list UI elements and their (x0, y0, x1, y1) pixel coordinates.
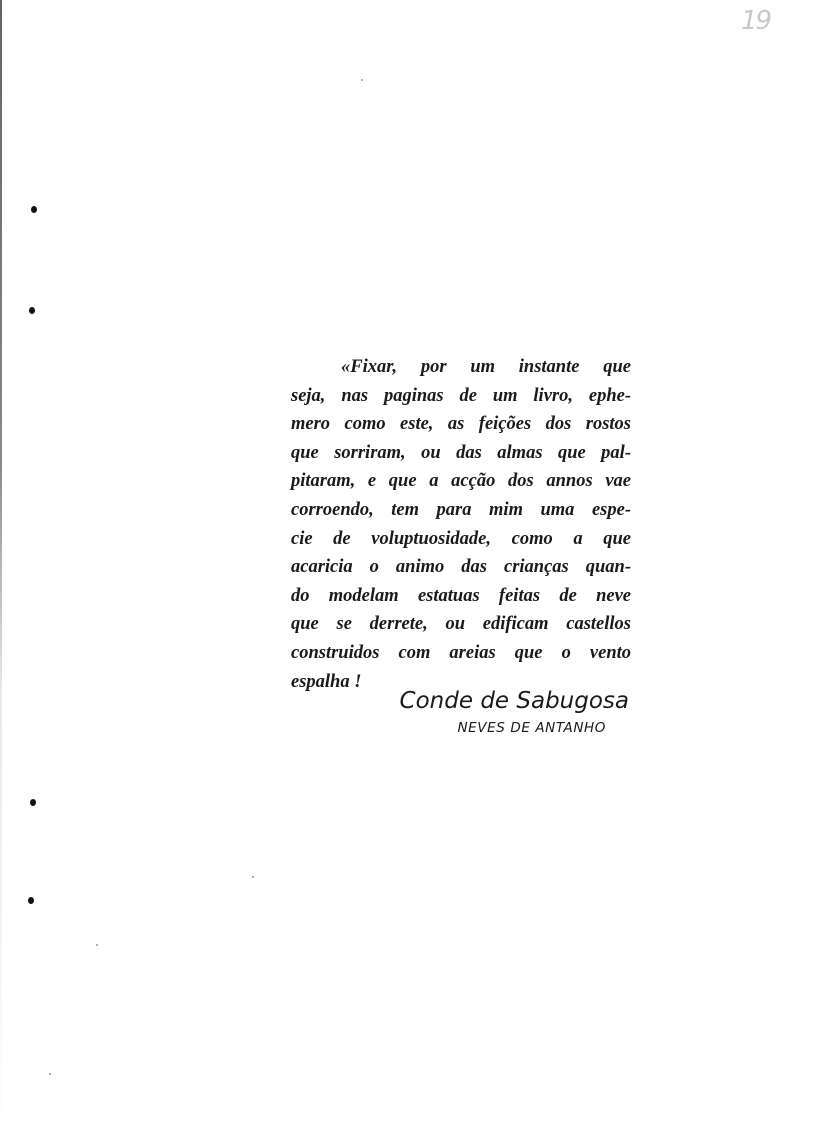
page-number: 19 (741, 6, 771, 36)
paper-speck (252, 876, 254, 878)
quote-line: que se derrete, ou edificam castellos (291, 614, 631, 635)
quote-line: seja, nas paginas de um livro, ephe- (291, 385, 631, 406)
quote-line: construidos com areias que o vento (291, 642, 631, 663)
paper-speck (49, 1073, 51, 1075)
quote-line: cie de voluptuosidade, como a que (291, 528, 631, 549)
quote-line: mero como este, as feições dos rostos (291, 414, 631, 435)
attribution-work-title: NEVES DE ANTANHO (457, 720, 606, 736)
page-left-edge (0, 0, 2, 1146)
binding-hole-3 (30, 799, 36, 806)
quote-line: que sorriram, ou das almas que pal- (291, 442, 631, 463)
quote-line: corroendo, tem para mim uma espe- (291, 499, 631, 520)
quote-line: «Fixar, por um instante que (341, 357, 631, 377)
paper-speck (361, 79, 363, 81)
quote-line: espalha ! (291, 671, 362, 692)
binding-hole-1 (31, 206, 37, 213)
binding-hole-4 (28, 897, 34, 904)
quote-line: pitaram, e que a acção dos annos vae (291, 471, 631, 492)
quote-line: acaricia o animo das crianças quan- (291, 557, 631, 578)
attribution-author: Conde de Sabugosa (399, 688, 629, 714)
epigraph-quote (291, 353, 631, 696)
paper-speck (96, 944, 98, 946)
quote-line: do modelam estatuas feitas de neve (291, 585, 631, 606)
binding-hole-2 (29, 307, 35, 314)
